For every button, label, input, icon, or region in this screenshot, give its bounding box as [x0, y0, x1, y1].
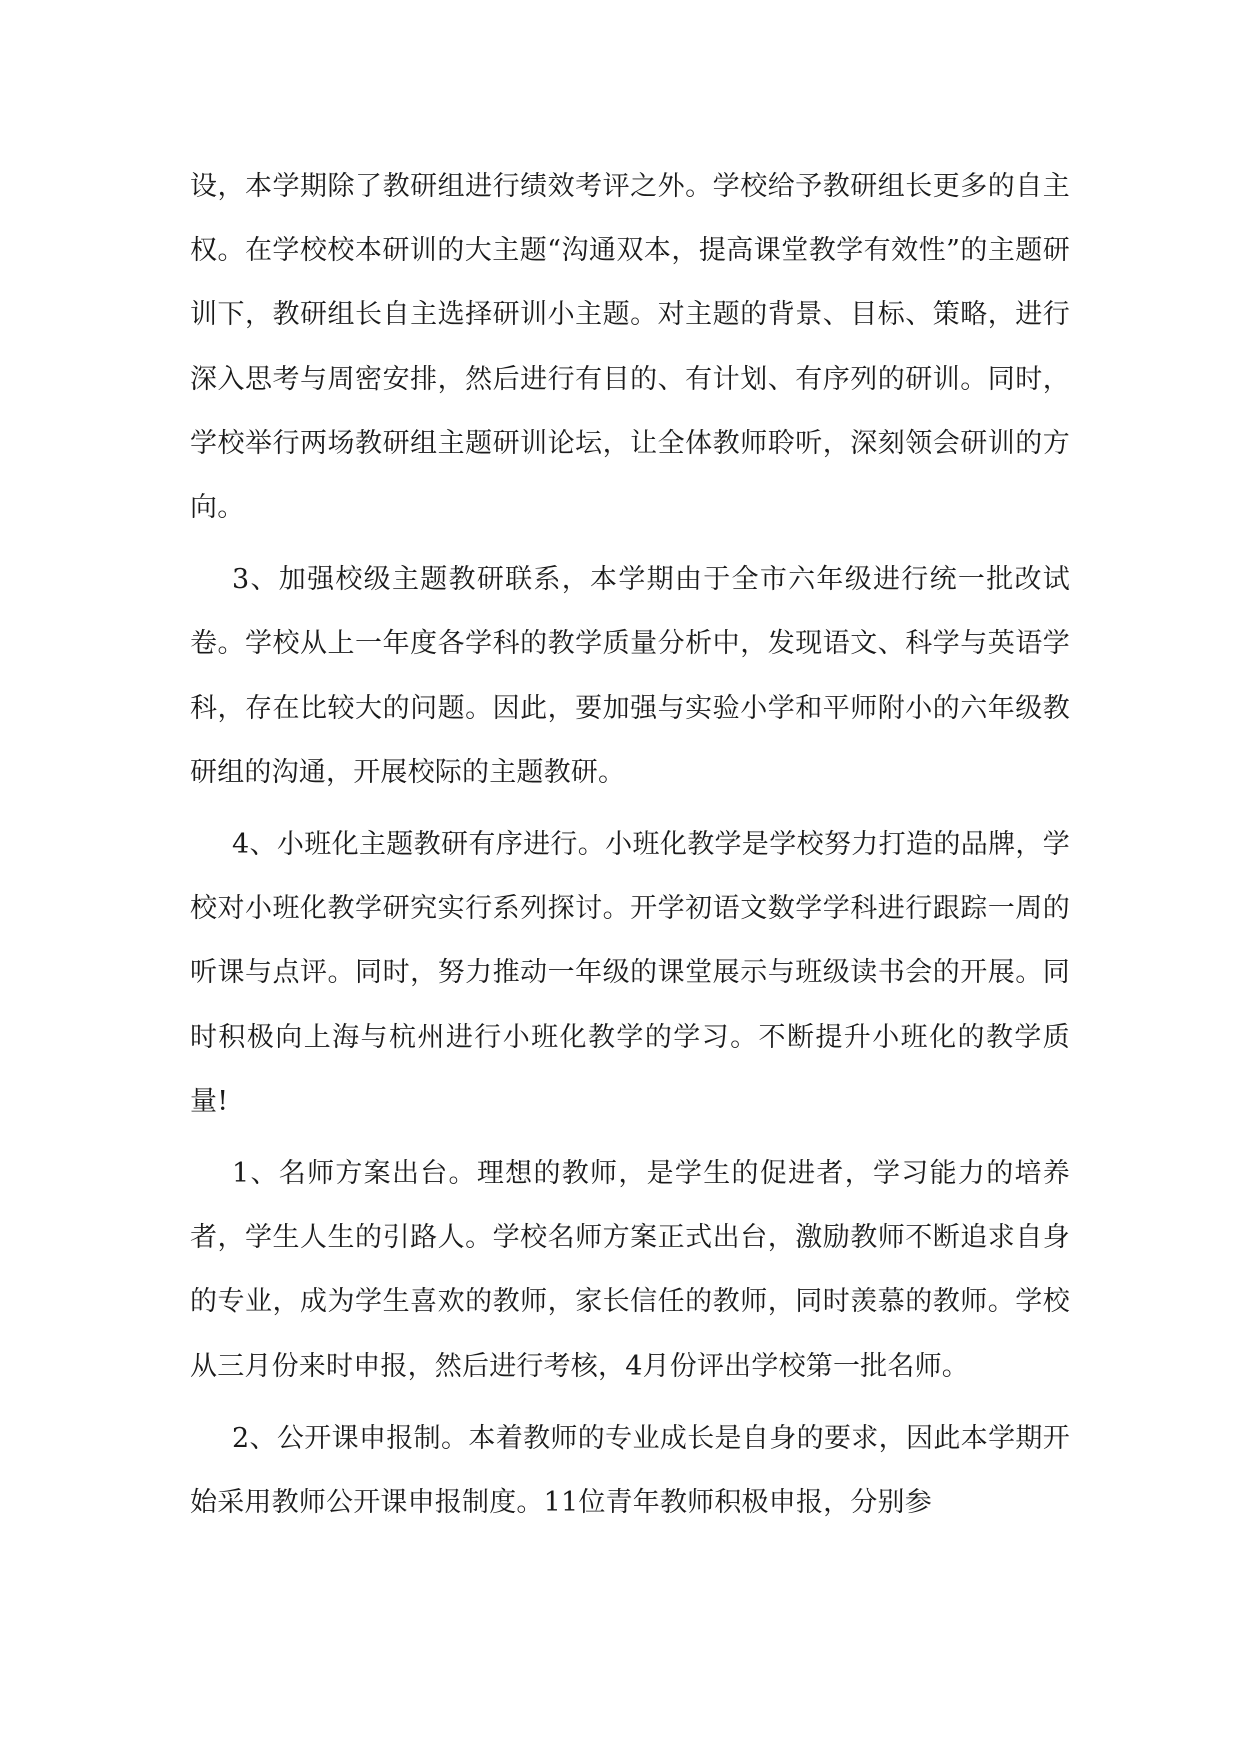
paragraph-continuation: 设，本学期除了教研组进行绩效考评之外。学校给予教研组长更多的自主权。在学校校本研训的大主题“沟通双本，提高课堂教学有效性”的主题研训下，教研组长自主选择研训小主题。对主题的背景、目标、策略，进行深入思考与周密安排，然后进行有目的、有计划、有序列的研训。同时，学校举行两场教研组主题研训论坛，让全体教师聆听，深刻领会研训的方向。: [190, 171, 1070, 524]
paragraph-item-2: 2、公开课申报制。本着教师的专业成长是自身的要求，因此本学期开始采用教师公开课申报制度。11位青年教师积极申报，分别参: [190, 1422, 1070, 1519]
document-body: [190, 155, 1070, 1543]
paragraph-item-4: 4、小班化主题教研有序进行。小班化教学是学校努力打造的品牌，学校对小班化教学研究实行系列探讨。开学初语文数学学科进行跟踪一周的听课与点评。同时，努力推动一年级的课堂展示与班级读书会的开展。同时积极向上海与杭州进行小班化教学的学习。不断提升小班化的教学质量!: [190, 829, 1070, 1117]
paragraph-item-3: 3、加强校级主题教研联系，本学期由于全市六年级进行统一批改试卷。学校从上一年度各学科的教学质量分析中，发现语文、科学与英语学科，存在比较大的问题。因此，要加强与实验小学和平师附小的六年级教研组的沟通，开展校际的主题教研。: [190, 564, 1070, 788]
paragraph-item-1: 1、名师方案出台。理想的教师，是学生的促进者，学习能力的培养者，学生人生的引路人。学校名师方案正式出台，激励教师不断追求自身的专业，成为学生喜欢的教师，家长信任的教师，同时羡慕的教师。学校从三月份来时申报，然后进行考核，4月份评出学校第一批名师。: [190, 1158, 1070, 1382]
